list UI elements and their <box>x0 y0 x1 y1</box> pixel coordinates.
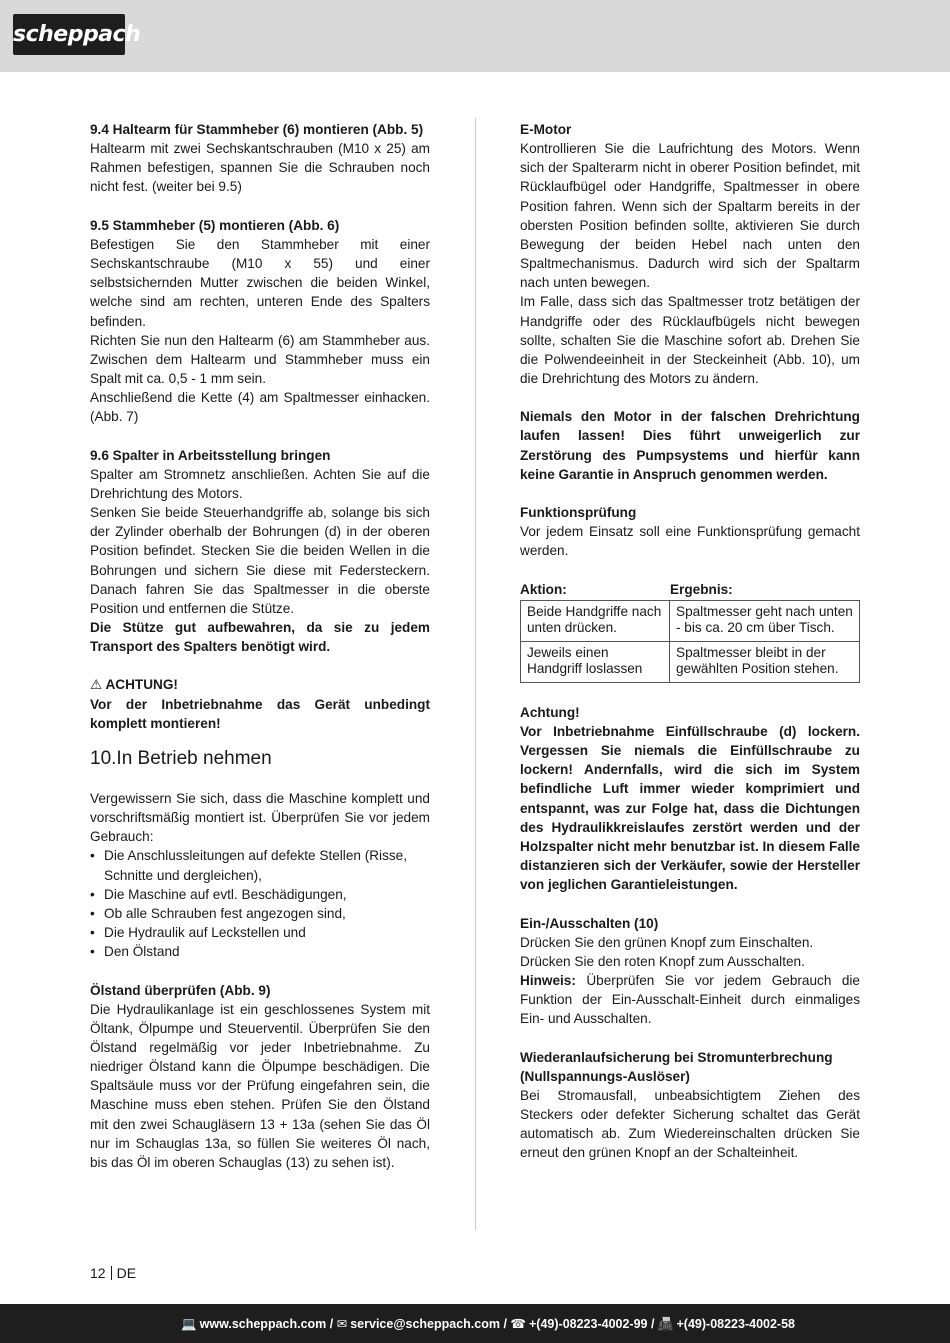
list-item: • Die Hydraulik auf Leckstellen und <box>90 923 430 942</box>
column-divider <box>475 118 476 1230</box>
section-9-6-storage-note: Die Stütze gut aufbewahren, da sie zu jedem Transport des Spalters benötigt wird. <box>90 620 430 655</box>
list-item: • Die Maschine auf evtl. Beschädigungen, <box>90 885 430 904</box>
scheppach-logo[interactable]: scheppach <box>13 14 125 55</box>
website-link[interactable]: www.scheppach.com / <box>199 1317 334 1331</box>
function-test-body: Vor jedem Einsatz soll eine Funktionsprüfung gemacht werden. <box>520 524 860 559</box>
section-9-5-title: 9.5 Stammheber (5) montieren (Abb. 6) <box>90 217 340 233</box>
fax-number: +(49)-08223-4002-58 <box>676 1317 795 1331</box>
switch-line-off: Drücken Sie den roten Knopf zum Ausschalten. <box>520 953 805 969</box>
emotor-title: E-Motor <box>520 122 572 137</box>
bullet-icon: • <box>90 944 95 960</box>
switch-title: Ein-/Ausschalten (10) <box>520 915 659 931</box>
bullet-icon: • <box>90 925 95 941</box>
header-action: Aktion: <box>520 581 567 597</box>
mail-icon: ✉ <box>336 1317 348 1331</box>
phone-icon: ☎ <box>510 1317 526 1331</box>
function-table <box>520 600 860 683</box>
emotor-body-1: Kontrollieren Sie die Laufrichtung des Motors. Wenn sich der Spalterarm nicht in oberer Position befindet, mit Rücklaufbügel oder Handgriffe, Spaltmesser in obere Position fahren. Wenn sich der Spaltarm bereits in der obersten Position befinden sollte, aktivieren Sie durch Bewegung der beiden Hebel nach unten den Spaltmechanismus. Dadurch wird sich der Spaltarm nach unten bewegen. <box>520 141 860 291</box>
fax-icon: 📠 <box>657 1317 674 1331</box>
footer-bar <box>0 1304 950 1343</box>
bullet-icon: • <box>90 886 95 902</box>
section-10-heading <box>90 747 430 771</box>
page-separator <box>111 1266 112 1280</box>
warning-title: ACHTUNG! <box>105 677 178 693</box>
check-list <box>90 846 430 961</box>
section-9-4-title: 9.4 Haltearm für Stammheber (6) montieren (Abb. 5) <box>90 122 424 137</box>
header-result: Ergebnis: <box>670 581 733 597</box>
bullet-icon: • <box>90 905 95 921</box>
table-row <box>521 600 860 641</box>
switch-hint-text: Überprüfen Sie vor jedem Gebrauch die Funktion der Ein-Ausschalt-Einheit durch einmaliges Ein- und Ausschalten. <box>520 973 860 1027</box>
section-9-5-body-2: Richten Sie nun den Haltearm (6) am Stammheber aus. Zwischen dem Haltearm und Stammheber muss ein Spalt mit ca. 0,5 - 1 mm sein. <box>90 332 430 387</box>
phone-number: +(49)-08223-4002-99 / <box>529 1317 655 1331</box>
warning-triangle-icon: ⚠ <box>90 677 103 693</box>
section-9-5-body-1: Befestigen Sie den Stammheber mit einer Sechskantschraube (M10 x 55) und einer selbstsichernden Mutter zwischen die beiden Winkel, welche sind am rechten, unteren Ende des Spalters befinden. <box>90 236 430 329</box>
page-indicator <box>90 1265 136 1281</box>
switch-hint-label: Hinweis: <box>520 973 576 989</box>
table-row <box>521 641 860 682</box>
function-test-title: Funktionsprüfung <box>520 505 637 521</box>
section-10-title: In Betrieb nehmen <box>116 747 272 769</box>
switch-line-on: Drücken Sie den grünen Knopf zum Einschalten. <box>520 934 814 950</box>
section-9-4-body: Haltearm mit zwei Sechskantschrauben (M10 x 25) am Rahmen befestigen, spannen Sie die Schrauben noch nicht fest. (weiter bei 9.5) <box>90 141 430 195</box>
right-column <box>520 120 860 1163</box>
section-10-intro: Vergewissern Sie sich, dass die Maschine komplett und vorschriftsmäßig montiert ist. Überprüfen Sie vor jedem Gebrauch: <box>90 790 430 845</box>
table-cell-action: Beide Handgriffe nach unten drücken. <box>521 600 670 641</box>
left-column <box>90 120 430 1172</box>
header-bar <box>0 0 950 72</box>
warning-text: Vor der Inbetriebnahme das Gerät unbedingt komplett montieren! <box>90 696 430 731</box>
section-9-6-body-1: Spalter am Stromnetz anschließen. Achten Sie auf die Drehrichtung des Motors. <box>90 466 430 501</box>
emotor-warning: Niemals den Motor in der falschen Drehrichtung laufen lassen! Dies führt unweigerlich zur Zerstörung des Pumpsystems und hierfür kann keine Garantie in Anspruch genommen werden. <box>520 409 860 482</box>
page-number: 12 <box>90 1265 106 1281</box>
computer-icon: 💻 <box>181 1317 197 1331</box>
table-cell-result: Spaltmesser geht nach unten - bis ca. 20 cm über Tisch. <box>670 600 860 641</box>
restart-protection-title: Wiederanlaufsicherung bei Stromunterbrechung (Nullspannungs-Auslöser) <box>520 1049 833 1084</box>
section-10-number: 10. <box>90 747 117 769</box>
table-cell-result: Spaltmesser bleibt in der gewählten Position stehen. <box>670 641 860 682</box>
list-item: • Ob alle Schrauben fest angezogen sind, <box>90 904 430 923</box>
warning-heading <box>90 675 430 694</box>
emotor-body-2: Im Falle, dass sich das Spaltmesser trotz betätigen der Handgriffe oder des Rücklaufbügels nicht bewegen sollte, schalten Sie die Maschine sofort ab. Drehen Sie die Polwendeeinheit in der Steckeinheit (Abb. 10), um die Drehrichtung des Motors zu ändern. <box>520 294 860 387</box>
language-code: DE <box>116 1265 137 1281</box>
oil-level-title: Ölstand überprüfen (Abb. 9) <box>90 982 271 998</box>
attention-title: Achtung! <box>520 704 580 720</box>
oil-level-body: Die Hydraulikanlage ist ein geschlossenes System mit Öltank, Ölpumpe und Steuerventil. Überprüfen Sie den Ölstand regelmäßig vor jeder Inbetriebnahme. Zu niedriger Ölstand kann die Ölpumpe beschädigen. Die Spaltsäule muss vor der Prüfung eingefahren sein, die Maschine muss eben stehen. Prüfen Sie den Ölstand mit den zwei Schaugläsern 13 + 13a (sehen Sie das Öl nur im Schauglas 13a, so füllen Sie weiteres Öl nach, bis das Öl im oberen Schauglas (13) zu sehen ist). <box>90 1001 430 1170</box>
section-9-6-body-2: Senken Sie beide Steuerhandgriffe ab, solange bis sich der Zylinder oberhalb der Bohrungen (d) in der oberen Position befindet. Stecken Sie die beiden Wellen in die Bohrungen und sichern Sie diese mit Federsteckern. Danach fahren Sie das Spaltmesser in die oberste Position und entfernen die Stütze. <box>90 505 430 616</box>
section-9-6-title: 9.6 Spalter in Arbeitsstellung bringen <box>90 447 331 463</box>
list-item: • Die Anschlussleitungen auf defekte Stellen (Risse, Schnitte und dergleichen), <box>90 848 408 883</box>
restart-protection-body: Bei Stromausfall, unbeabsichtigtem Ziehen des Steckers oder defekter Sicherung schaltet das Gerät automatisch ab. Zum Wiedereinschalten drücken Sie erneut den grünen Knopf an der Schalteinheit. <box>520 1087 860 1161</box>
attention-body: Vor Inbetriebnahme Einfüllschraube (d) lockern. Vergessen Sie niemals die Einfüllschraube zu lockern! Andernfalls, wird die sich im System befindliche Luft immer wieder komprimiert und entspannt, was zur Folge hat, dass die Dichtungen des Hydraulikkreislaufes zerstört werden und der Holzspalter nicht mehr benutzbar ist. In diesem Falle distanzieren sich der Verkäufer, sowie der Hersteller von jeglichen Garantieleistungen. <box>520 724 860 893</box>
footer-contact <box>181 1316 795 1332</box>
switch-hint <box>520 971 860 1028</box>
section-9-5-body-3: Anschließend die Kette (4) am Spaltmesser einhacken. (Abb. 7) <box>90 390 430 425</box>
email-link[interactable]: service@scheppach.com / <box>350 1317 507 1331</box>
bullet-icon: • <box>90 848 95 864</box>
table-cell-action: Jeweils einen Handgriff loslassen <box>521 641 670 682</box>
list-item: • Den Ölstand <box>90 942 430 961</box>
function-table-header <box>520 580 860 599</box>
